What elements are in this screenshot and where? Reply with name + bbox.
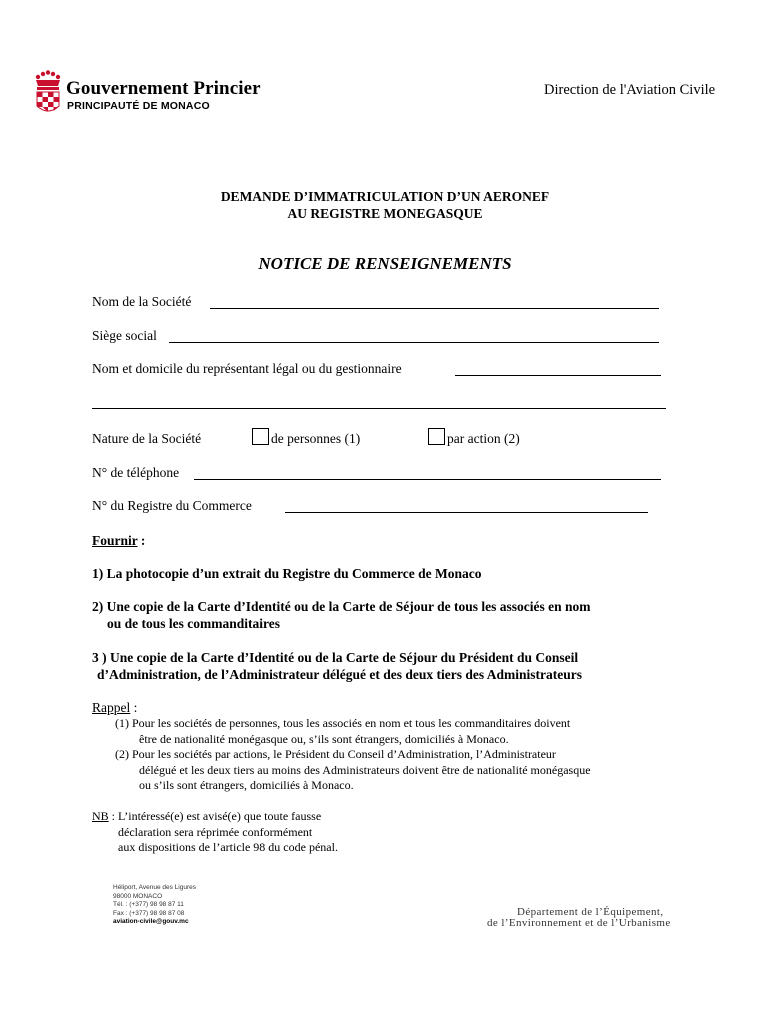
nb-notice-end: aux dispositions de l’article 98 du code pénal. [118, 840, 338, 854]
footer-department-line1: Département de l’Équipement, [517, 906, 664, 918]
registre-label: N° du Registre du Commerce [92, 498, 252, 513]
requirement-3: 3 ) Une copie de la Carte d’Identité ou de la Carte de Séjour du Président du Conseil [92, 650, 579, 665]
rappel-note-1-continued: être de nationalité monégasque ou, s’ils sont étrangers, domiciliés à Monaco. [139, 732, 509, 746]
nom-societe-field[interactable] [210, 308, 659, 309]
option-de-personnes-label: de personnes (1) [271, 431, 361, 446]
siege-social-field[interactable] [169, 342, 659, 343]
document-title-line1: DEMANDE D’IMMATRICULATION D’UN AERONEF [220, 189, 550, 204]
footer-address [113, 884, 196, 927]
document-title-line2: AU REGISTRE MONEGASQUE [287, 206, 483, 221]
siege-social-label: Siège social [92, 328, 157, 343]
checkbox-de-personnes[interactable] [252, 428, 269, 445]
footer-department-line2: de l’Environnement et de l’Urbanisme [487, 917, 671, 929]
rappel-note-2-continued: délégué et les deux tiers au moins des Administrateurs doivent être de nationalité monégasque [139, 763, 591, 777]
address-line: 98000 MONACO [113, 892, 163, 900]
government-title: Gouvernement Princier [66, 78, 261, 99]
nature-label: Nature de la Société [92, 431, 202, 446]
requirement-3-continued: d’Administration, de l’Administrateur délégué et des deux tiers des Administrateurs [97, 667, 582, 682]
representant-field-continued[interactable] [92, 408, 666, 409]
rappel-note-2-end: ou s’ils sont étrangers, domiciliés à Monaco. [139, 778, 354, 792]
rappel-note-2: (2) Pour les sociétés par actions, le Président du Conseil d’Administration, l’Administrateur [115, 747, 556, 761]
requirement-1: 1) La photocopie d’un extrait du Registre du Commerce de Monaco [92, 566, 482, 581]
notice-heading: NOTICE DE RENSEIGNEMENTS [258, 254, 512, 273]
department-name: Direction de l'Aviation Civile [544, 82, 716, 98]
representant-label: Nom et domicile du représentant légal ou du gestionnaire [92, 361, 402, 376]
rappel-heading: Rappel : [92, 700, 138, 715]
option-par-action-label: par action (2) [447, 431, 520, 446]
nom-societe-label: Nom de la Société [92, 294, 192, 309]
fournir-heading: Fournir : [92, 533, 146, 548]
address-line: Héliport, Avenue des Ligures [113, 884, 196, 891]
email-line: aviation-civile@gouv.mc [113, 918, 189, 925]
checkbox-par-action[interactable] [428, 428, 445, 445]
requirement-2-continued: ou de tous les commanditaires [107, 616, 281, 631]
representant-field[interactable] [455, 375, 661, 376]
requirement-2: 2) Une copie de la Carte d’Identité ou de la Carte de Séjour de tous les associés en nom [92, 599, 591, 614]
fax-line: Fax : (+377) 98 98 87 08 [113, 909, 185, 917]
registre-field[interactable] [285, 512, 648, 513]
telephone-field[interactable] [194, 479, 661, 480]
phone-line: Tél. : (+377) 98 98 87 11 [113, 901, 184, 908]
government-subtitle: PRINCIPAUTÉ DE MONACO [67, 100, 210, 112]
rappel-note-1: (1) Pour les sociétés de personnes, tous les associés en nom et tous les commanditaires doivent [115, 716, 571, 730]
nb-notice-continued: déclaration sera réprimée conformément [118, 825, 313, 839]
telephone-label: N° de téléphone [92, 465, 180, 480]
nb-notice: NB : L’intéressé(e) est avisé(e) que toute fausse [92, 809, 322, 823]
monaco-crown-logo [34, 70, 62, 114]
